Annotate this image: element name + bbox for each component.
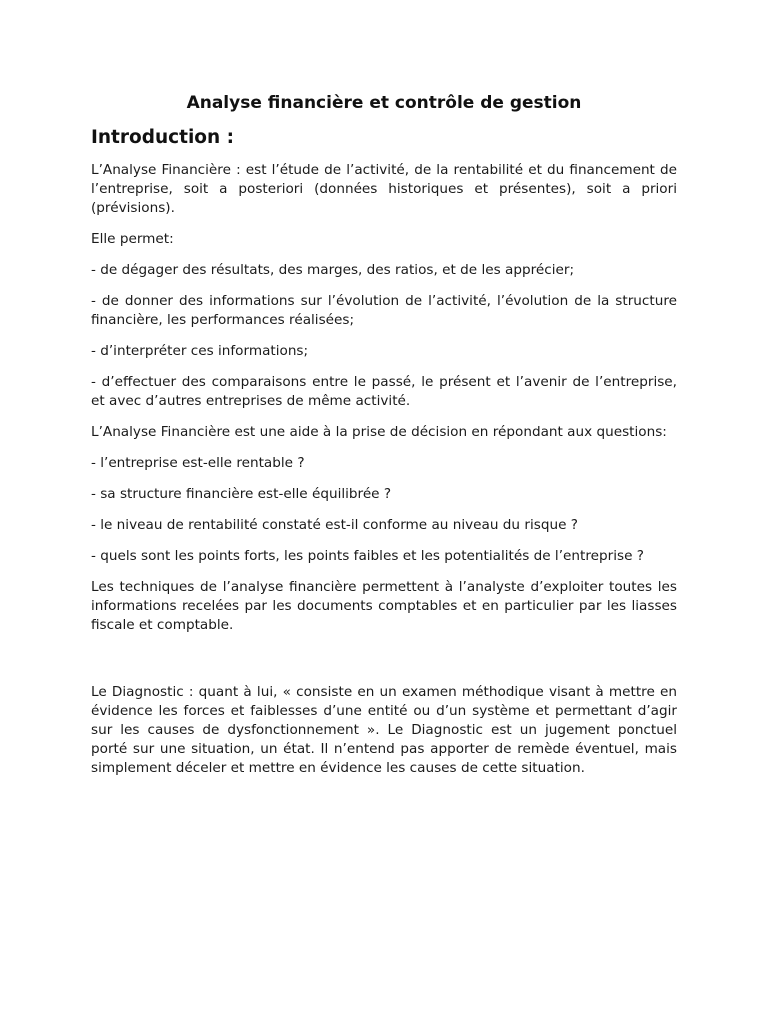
document-title: Analyse financière et contrôle de gestion [186, 93, 582, 113]
section-heading-introduction: Introduction : [91, 127, 235, 148]
list-item: - de dégager des résultats, des marges, des ratios, et de les apprécier; [91, 262, 575, 278]
list-item: - sa structure financière est-elle équilibrée ? [91, 486, 392, 502]
paragraph-definition: L’Analyse Financière : est l’étude de l’activité, de la rentabilité et du financement de l’entreprise, soit a posteriori (données historiques et présentes), soit a priori (prévisions). [91, 162, 677, 216]
list-item: - de donner des informations sur l’évolution de l’activité, l’évolution de la structure financière, les performances réalisées; [91, 293, 677, 328]
list-item: - le niveau de rentabilité constaté est-il conforme au niveau du risque ? [91, 517, 578, 533]
list-item: - d’effectuer des comparaisons entre le passé, le présent et l’avenir de l’entreprise, et avec d’autres entreprises de même activité. [91, 374, 677, 409]
paragraph-intro-list: Elle permet: [91, 231, 174, 247]
document-page [91, 92, 677, 790]
list-item: - quels sont les points forts, les points faibles et les potentialités de l’entreprise ? [91, 548, 644, 564]
list-item: - l’entreprise est-elle rentable ? [91, 455, 305, 471]
paragraph-questions-intro: L’Analyse Financière est une aide à la prise de décision en répondant aux questions: [91, 424, 667, 440]
blank-space [91, 647, 677, 683]
list-item: - d’interpréter ces informations; [91, 343, 309, 359]
paragraph-techniques: Les techniques de l’analyse financière permettent à l’analyste d’exploiter toutes les informations recelées par les documents comptables et en particulier par les liasses fiscale et comptable. [91, 579, 677, 633]
paragraph-diagnostic: Le Diagnostic : quant à lui, « consiste en un examen méthodique visant à mettre en évidence les forces et faiblesses d’une entité ou d’un système et permettant d’agir sur les causes de dysfonctionnement ». Le Diagnostic est un jugement ponctuel porté sur une situation, un état. Il n’entend pas apporter de remède éventuel, mais simplement déceler et mettre en évidence les causes de cette situation. [91, 684, 677, 776]
